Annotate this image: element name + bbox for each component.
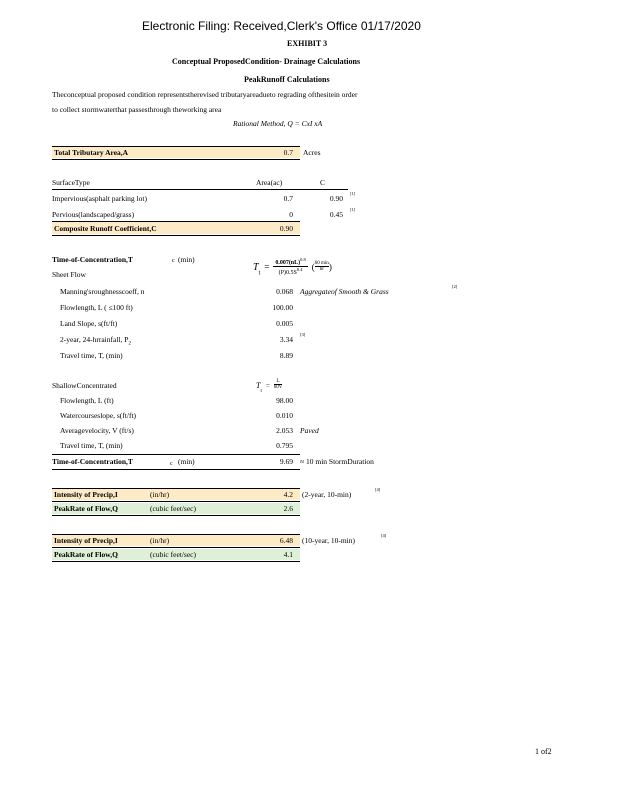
peak-2yr-label: PeakRate of Flow,Q [54,504,118,513]
surface-header-rule [52,189,348,190]
intro-line-1: Theconceptual proposed condition representstherevised tributaryareadueto regrading ofthesitein order [52,90,358,99]
sheet-flow-label: Sheet Flow [52,270,86,279]
shallow-row-label: Averagevelocity, V (ft/s) [60,426,134,435]
peak-2yr-value: 2.6 [283,504,293,513]
peak-10yr-bottom-rule [52,561,300,562]
surface-row-c: 0.90 [329,194,343,203]
sheet-flow-formula: $T_t$ = $\frac{0.007(nL)^{0.8}}{(P)0.5S^{0.4}}$ ( 60 min hr ) [253,257,332,277]
intensity-10yr-ref: [4] [381,533,387,538]
toc-title-subscript: c [172,258,175,264]
surface-col-area: Area(ac) [256,178,283,187]
intensity-10yr-unit: (in/hr) [150,536,170,545]
intensity-2yr-label: Intensity of Precip,I [54,490,118,499]
peak-2yr-bottom-rule [52,515,300,516]
shallow-row-label: Watercourseslope, s(ft/ft) [60,411,137,420]
peak-10yr-value: 4.1 [283,550,293,559]
exhibit-label: EXHIBIT 3 [287,39,328,48]
toc-title: Time-of-Concentration,T [52,255,133,264]
sheet-row-label: Manning'sroughnesscoeff, n [60,287,145,296]
toc-total-unit: (min) [178,457,195,466]
intensity-10yr-note: (10-year, 10-min) [302,536,356,545]
intro-line-2: to collect stormwaterthat passesthrough theworking area [52,105,222,114]
toc-title-unit: (min) [178,255,195,264]
surface-row-note: [1] [350,191,356,196]
tributary-unit: Acres [303,148,321,157]
intensity-2yr-note: (2-year, 10-min) [302,490,352,499]
tributary-bottom-rule [52,159,300,160]
filing-header: Electronic Filing: Received,Clerk's Office 01/17/2020 [142,19,421,33]
toc-total-bottom-rule [52,469,300,470]
sheet-row-label: Travel time, T, (min) [60,351,123,360]
surface-row-note: [1] [350,207,356,212]
surface-row-label: Impervious(asphalt parking lot) [52,194,147,203]
tributary-top-rule [52,146,300,147]
intensity-2yr-top-rule [52,488,300,489]
page-number: 1 of2 [535,747,552,756]
intensity-10yr-label: Intensity of Precip,I [54,536,118,545]
intensity-10yr-value: 6.48 [279,536,293,545]
sheet-row-note: [2] [452,284,458,289]
intensity-10yr-top-rule [52,534,300,535]
sheet-row-extra: Aggregateof Smooth & Grass [300,287,389,296]
tributary-value: 0.7 [283,148,293,157]
toc-total-label: Time-of-Concentration,T [52,457,133,466]
shallow-row-value: 2.053 [276,426,293,435]
sheet-row-label: 2-year, 24-hrrainfall, $P_2$ [60,335,131,347]
peak-10yr-unit: (cubic feet/sec) [150,550,197,559]
peak-10yr-label: PeakRate of Flow,Q [54,550,118,559]
shallow-row-label: Flowlength, L (ft) [60,396,114,405]
intensity-2yr-ref: [4] [375,487,381,492]
composite-value: 0.90 [279,224,293,233]
surface-row-area: 0.7 [283,194,293,203]
shallow-flow-formula: $T_t$ = $\frac{L}{60V}$ [256,378,283,395]
toc-total-note: ≈ 10 min StormDuration [300,457,374,466]
composite-bottom-rule [52,235,300,236]
surface-row-area: 0 [289,210,293,219]
document-title: Conceptual ProposedCondition- Drainage Calculations [172,57,361,66]
toc-total-value: 9.69 [279,457,293,466]
toc-total-subscript: c [170,461,173,467]
sheet-row-label: Flowlength, L ( ≤100 ft) [60,303,133,312]
composite-top-rule [52,221,300,222]
toc-total-top-rule [52,454,300,455]
shallow-row-value: 0.795 [276,441,293,450]
surface-col-type: SurfaceType [52,178,90,187]
sheet-row-value: 100.00 [272,303,293,312]
rational-method-formula: Rational Method, Q = CxI xA [233,119,323,128]
shallow-row-value: 98.00 [276,396,293,405]
shallow-flow-label: ShallowConcentrated [52,381,117,390]
peak-2yr-unit: (cubic feet/sec) [150,504,197,513]
intensity-2yr-unit: (in/hr) [150,490,170,499]
intensity-10yr-divider [52,547,300,548]
surface-col-c: C [320,178,326,187]
surface-row-label: Pervious(landscaped/grass) [52,210,135,219]
intensity-2yr-value: 4.2 [283,490,293,499]
sheet-row-label: Land Slope, s(ft/ft) [60,319,118,328]
shallow-row-value: 0.010 [276,411,293,420]
intensity-2yr-divider [52,501,300,502]
composite-label: Composite Runoff Coefficient,C [54,224,157,233]
document-subtitle: PeakRunoff Calculations [244,75,330,84]
tributary-label: Total Tributary Area,A [54,148,129,157]
surface-row-c: 0.45 [329,210,343,219]
sheet-row-value: 3.34 [279,335,293,344]
sheet-row-note: [3] [300,332,306,337]
sheet-row-value: 0.005 [276,319,293,328]
sheet-row-value: 8.89 [279,351,293,360]
shallow-row-extra: Paved [300,426,319,435]
shallow-row-label: Travel time, T, (min) [60,441,123,450]
sheet-row-value: 0.068 [276,287,293,296]
